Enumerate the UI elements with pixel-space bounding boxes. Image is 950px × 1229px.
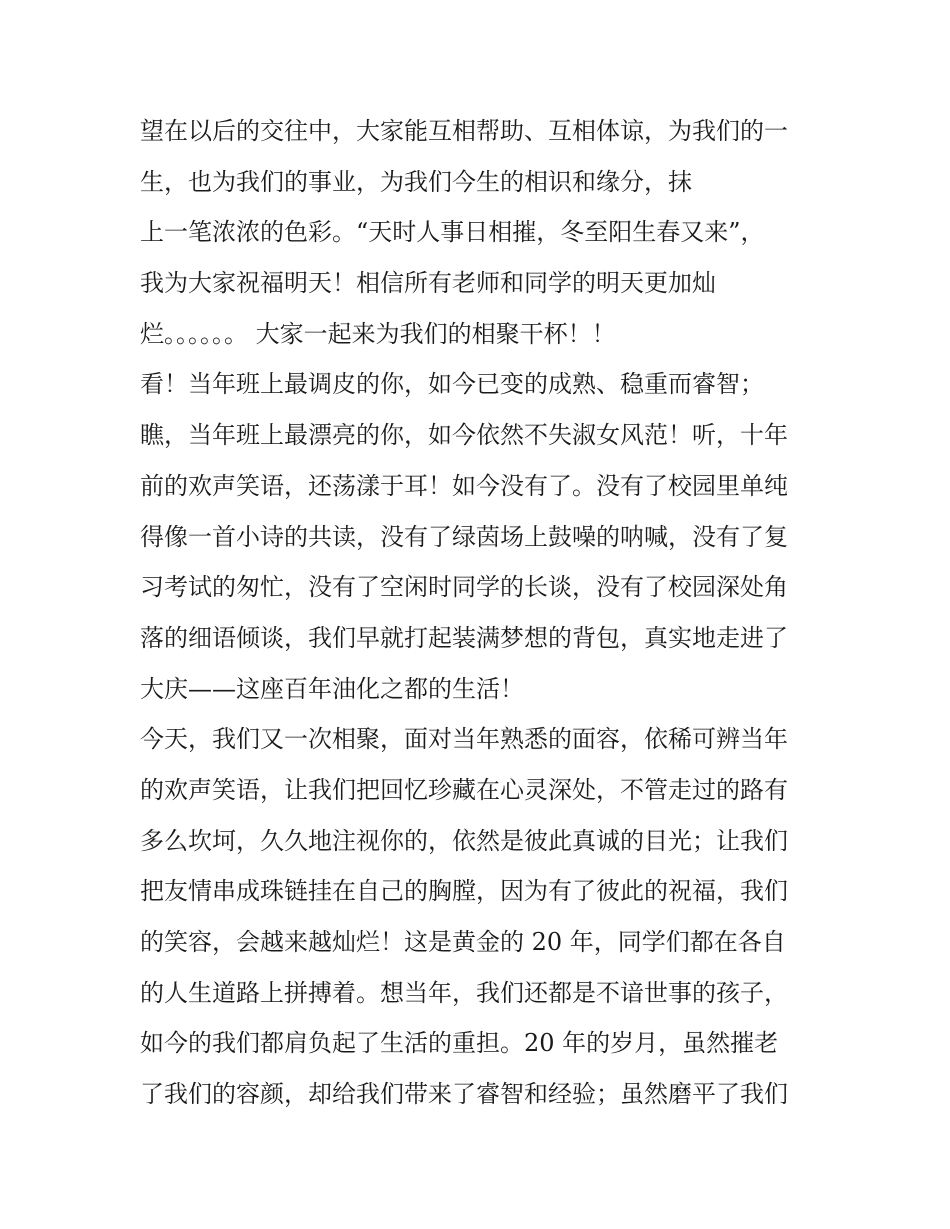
text-line: 如今的我们都肩负起了生活的重担。20 年的岁月，虽然摧老 [140, 1029, 779, 1058]
text-line: 把友情串成珠链挂在自己的胸膛，因为有了彼此的祝福，我们 [140, 877, 788, 906]
text-line: 我为大家祝福明天！相信所有老师和同学的明天更加灿 [140, 269, 716, 298]
text-line: 上一笔浓浓的色彩。“天时人事日相摧，冬至阳生春又来”， [140, 218, 765, 247]
text-line: 瞧，当年班上最漂亮的你，如今依然不失淑女风范！听，十年 [140, 421, 788, 450]
body-text [140, 106, 830, 1120]
text-line: 的笑容，会越来越灿烂！这是黄金的 20 年，同学们都在各自 [140, 928, 786, 956]
text-line: 烂。。。。。。 大家一起来为我们的相聚干杯！！ [140, 319, 616, 348]
text-line: 前的欢声笑语，还荡漾于耳！如今没有了。没有了校园里单纯 [140, 471, 788, 500]
text-line: 习考试的匆忙，没有了空闲时同学的长谈，没有了校园深处角 [140, 573, 788, 602]
text-line: 生，也为我们的事业，为我们今生的相识和缘分，抹 [140, 167, 692, 196]
text-line: 望在以后的交往中，大家能互相帮助、互相体谅，为我们的一 [140, 117, 788, 145]
text-line: 多么坎坷，久久地注视你的，依然是彼此真诚的目光；让我们 [140, 826, 788, 855]
text-line: 的欢声笑语，让我们把回忆珍藏在心灵深处，不管走过的路有 [140, 775, 788, 804]
text-line: 看！当年班上最调皮的你，如今已变的成熟、稳重而睿智； [140, 370, 764, 399]
text-line: 的人生道路上拼搏着。想当年，我们还都是不谙世事的孩子， [140, 978, 788, 1007]
text-line: 得像一首小诗的共读，没有了绿茵场上鼓噪的呐喊，没有了复 [140, 522, 788, 551]
text-line: 大庆——这座百年油化之都的生活！ [140, 674, 524, 703]
text-line: 了我们的容颜，却给我们带来了睿智和经验；虽然磨平了我们 [140, 1080, 788, 1109]
text-line: 落的细语倾谈，我们早就打起装满梦想的背包，真实地走进了 [140, 623, 788, 652]
text-line: 今天，我们又一次相聚，面对当年熟悉的面容，依稀可辨当年 [140, 725, 788, 754]
